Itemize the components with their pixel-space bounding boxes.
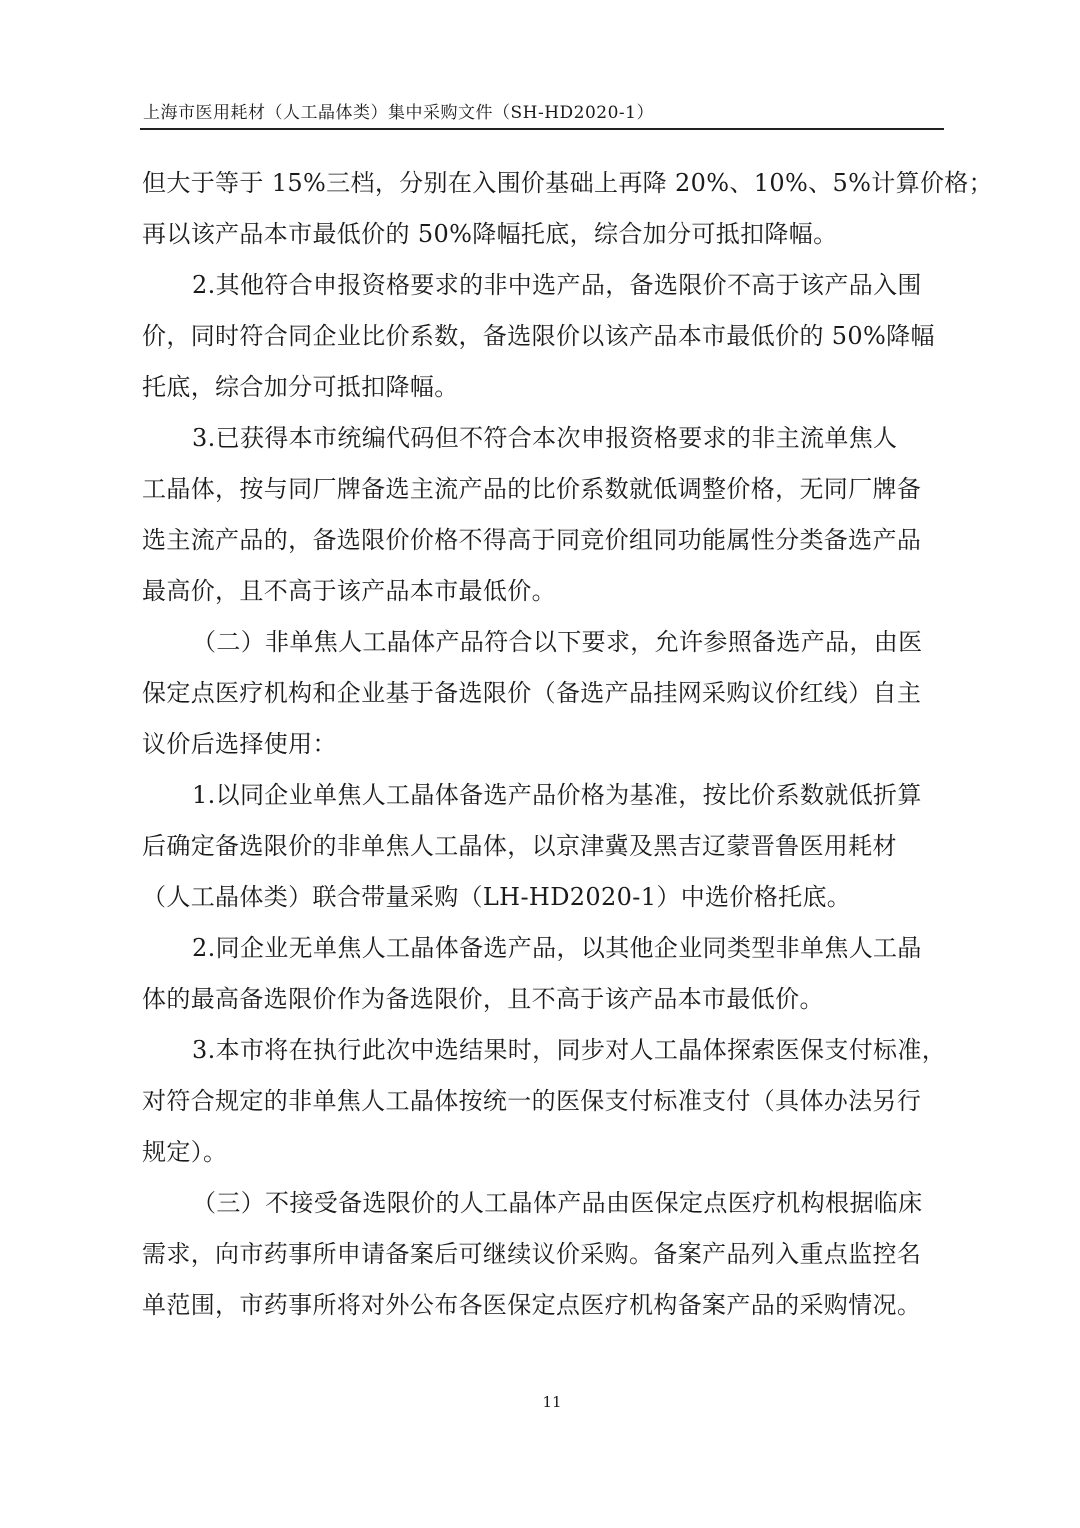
text-line: 再以该产品本市最低价的 50%降幅托底，综合加分可抵扣降幅。 [142,220,838,248]
text-line: 规定）。 [142,1138,228,1166]
text-line: 保定点医疗机构和企业基于备选限价（备选产品挂网采购议价红线）自主 [142,679,922,707]
text-line: 单范围，市药事所将对外公布各医保定点医疗机构备案产品的采购情况。 [142,1291,922,1319]
text-line: （二）非单焦人工晶体产品符合以下要求，允许参照备选产品，由医 [192,628,923,656]
text-line: 但大于等于 15%三档，分别在入围价基础上再降 20%、10%、5%计算价格； [142,169,994,197]
text-line: 2.同企业无单焦人工晶体备选产品，以其他企业同类型非单焦人工晶 [192,934,922,962]
text-line: 工晶体，按与同厂牌备选主流产品的比价系数就低调整价格，无同厂牌备 [142,475,922,503]
text-line: （人工晶体类）联合带量采购（LH-HD2020-1）中选价格托底。 [142,883,852,911]
text-line: 需求，向市药事所申请备案后可继续议价采购。备案产品列入重点监控名 [142,1240,922,1268]
header-divider [140,128,944,130]
paragraph-item-3-non-mainstream-lens [142,413,942,617]
document-body [142,158,994,1331]
paragraph-section-2-item-2 [142,923,942,1025]
paragraph-section-3-filing [142,1178,942,1331]
text-line: 3.本市将在执行此次中选结果时，同步对人工晶体探索医保支付标准， [192,1036,947,1064]
paragraph-section-2-item-3 [142,1025,947,1178]
text-line: 3.已获得本市统编代码但不符合本次申报资格要求的非主流单焦人 [192,424,898,452]
paragraph-section-2-item-1 [142,770,942,923]
text-line: 后确定备选限价的非单焦人工晶体，以京津冀及黑吉辽蒙晋鲁医用耗材 [142,832,897,860]
text-line: 对符合规定的非单焦人工晶体按统一的医保支付标准支付（具体办法另行 [142,1087,922,1115]
text-line: 议价后选择使用： [142,730,337,758]
page-number: 11 [542,1393,562,1411]
text-line: （三）不接受备选限价的人工晶体产品由医保定点医疗机构根据临床 [192,1189,923,1217]
page-header: 上海市医用耗材（人工晶体类）集中采购文件（SH-HD2020-1） [143,103,654,123]
text-line: 体的最高备选限价作为备选限价，且不高于该产品本市最低价。 [142,985,824,1013]
paragraph-price-tiers-continued [142,158,994,260]
paragraph-item-2-non-selected-products [142,260,942,413]
text-line: 最高价，且不高于该产品本市最低价。 [142,577,556,605]
text-line: 1.以同企业单焦人工晶体备选产品价格为基准，按比价系数就低折算 [192,781,922,809]
paragraph-section-2-non-monofocal [142,617,942,770]
text-line: 价，同时符合同企业比价系数，备选限价以该产品本市最低价的 50%降幅 [142,322,935,350]
text-line: 2.其他符合申报资格要求的非中选产品，备选限价不高于该产品入围 [192,271,922,299]
text-line: 托底，综合加分可抵扣降幅。 [142,373,459,401]
text-line: 选主流产品的，备选限价价格不得高于同竞价组同功能属性分类备选产品 [142,526,922,554]
